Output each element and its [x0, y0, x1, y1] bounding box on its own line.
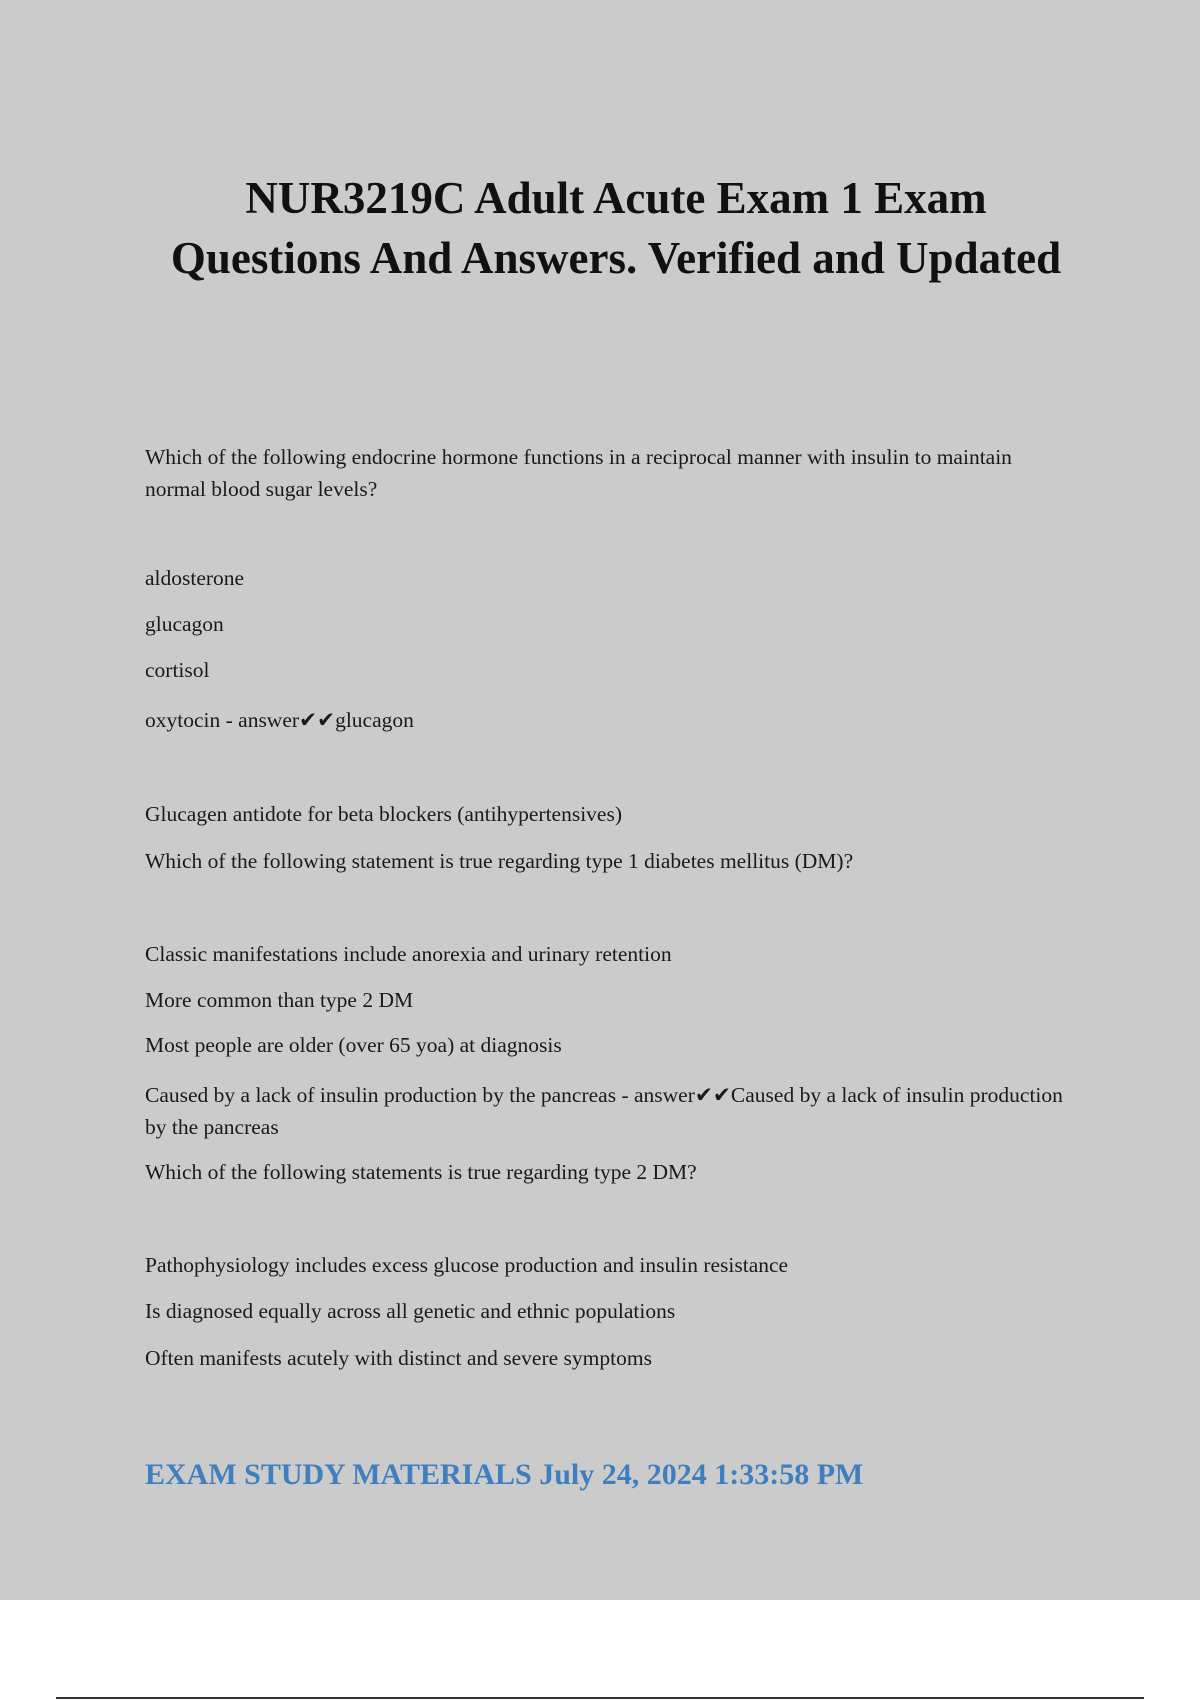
question-2-text: Which of the following statement is true regarding type 1 diabetes mellitus (DM)?	[145, 849, 854, 873]
question-1-text: Which of the following endocrine hormone functions in a reciprocal manner with insulin to maintain normal blood sugar levels?	[145, 445, 1012, 501]
question-1-option-glucagon: glucagon	[145, 612, 224, 636]
question-3-option-acute-onset: Often manifests acutely with distinct and severe symptoms	[145, 1346, 652, 1370]
question-3-text: Which of the following statements is true regarding type 2 DM?	[145, 1160, 697, 1184]
bottom-divider	[56, 1697, 1144, 1699]
question-2-option-older-at-diagnosis: Most people are older (over 65 yoa) at diagnosis	[145, 1033, 562, 1057]
question-3-option-diagnosed-equally: Is diagnosed equally across all genetic and ethnic populations	[145, 1299, 676, 1323]
footer-timestamp: EXAM STUDY MATERIALS July 24, 2024 1:33:58 PM	[145, 1458, 864, 1491]
question-1-option-cortisol: cortisol	[145, 658, 210, 682]
question-1-answer-line: oxytocin - answer✔✔glucagon	[145, 708, 414, 732]
document-title: NUR3219C Adult Acute Exam 1 Exam Questions And Answers. Verified and Updated	[170, 173, 1062, 283]
note-glucagen: Glucagen antidote for beta blockers (antihypertensives)	[145, 802, 622, 826]
question-3-option-pathophysiology: Pathophysiology includes excess glucose production and insulin resistance	[145, 1253, 789, 1277]
question-2-option-classic-manifestations: Classic manifestations include anorexia and urinary retention	[145, 942, 672, 966]
question-2-option-more-common: More common than type 2 DM	[145, 988, 414, 1012]
question-2-answer-line: Caused by a lack of insulin production by the pancreas - answer✔✔Caused by a lack of insulin production by the pancreas	[145, 1083, 1063, 1139]
question-1-option-aldosterone: aldosterone	[145, 566, 245, 590]
